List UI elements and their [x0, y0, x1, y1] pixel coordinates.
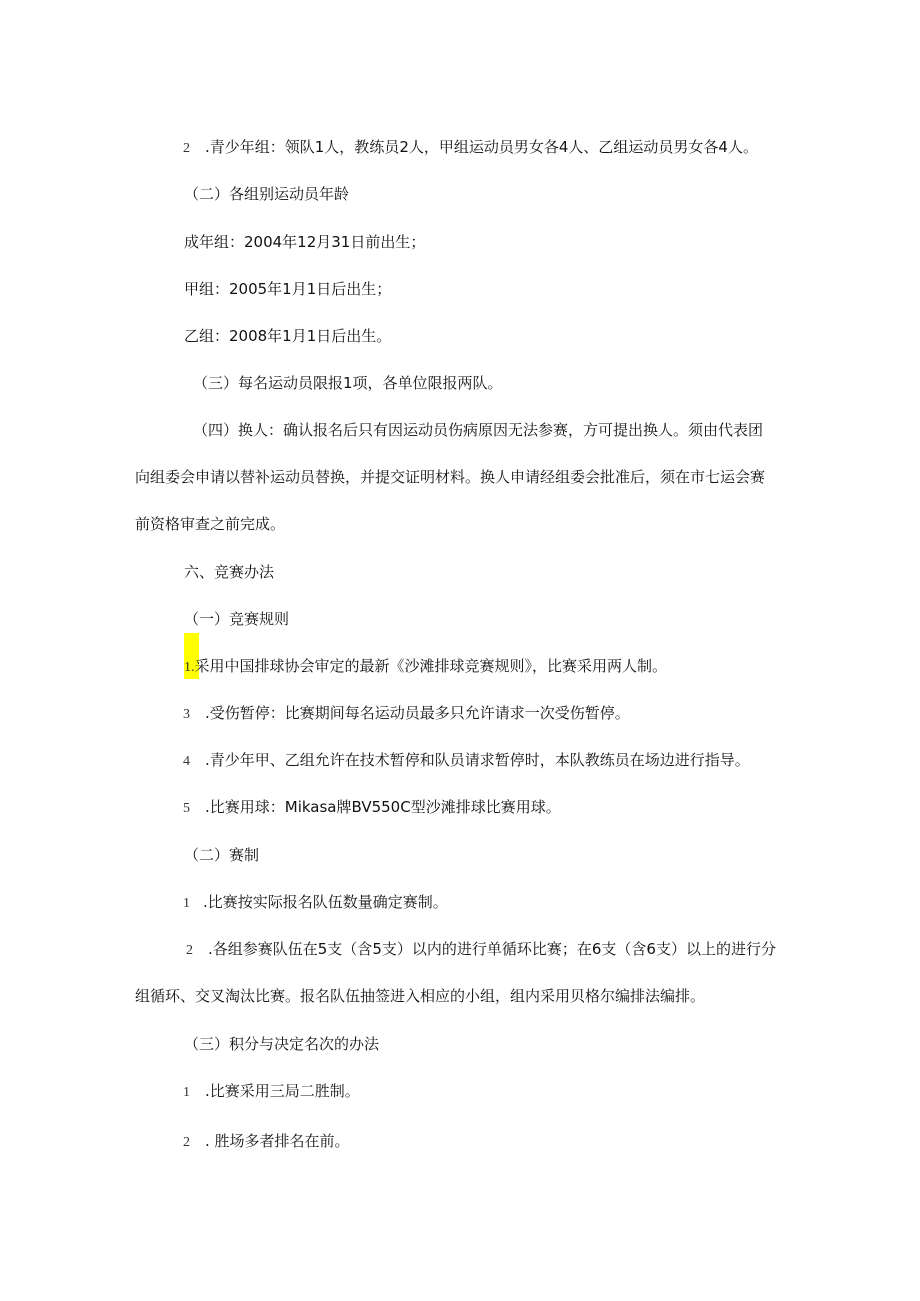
- paragraph-scoring-item-2: [183, 1131, 350, 1153]
- paragraph-text: .各组参赛队伍在5支（含5支）以内的进行单循环比赛；在6支（含6支）以上的进行分: [208, 940, 776, 958]
- paragraph-text: .比赛采用三局二胜制。: [205, 1082, 360, 1100]
- list-number: 2: [183, 141, 190, 156]
- paragraph-youth-group-staff: [183, 137, 758, 159]
- paragraph-text: .青少年甲、乙组允许在技术暂停和队员请求暂停时，本队教练员在场边进行指导。: [205, 751, 750, 769]
- subheading-competition-rules: （一）竞赛规则: [184, 610, 290, 628]
- paragraph-group-b-age: 乙组：2008年1月1日后出生。: [184, 327, 392, 345]
- subheading-format: （二）赛制: [184, 846, 260, 864]
- list-number: 1: [183, 1085, 190, 1100]
- list-number: 1: [183, 896, 190, 911]
- paragraph-adult-group-age: 成年组：2004年12月31日前出生；: [184, 233, 426, 251]
- paragraph-format-item-2-line2: 组循环、交叉淘汰比赛。报名队伍抽签进入相应的小组，组内采用贝格尔编排法编排。: [135, 987, 706, 1005]
- paragraph-rules-item-5: [183, 797, 561, 819]
- list-number: 2: [186, 943, 193, 958]
- list-number: 1.: [184, 660, 195, 675]
- list-number: 2: [183, 1135, 190, 1150]
- paragraph-substitution-line3: 前资格审查之前完成。: [135, 515, 286, 533]
- paragraph-substitution-line2: 向组委会申请以替补运动员替换，并提交证明材料。换人申请经组委会批准后，须在市七运会赛: [135, 468, 766, 486]
- section-heading-competition-method: 六、竞赛办法: [184, 563, 275, 581]
- paragraph-text: .受伤暂停：比赛期间每名运动员最多只允许请求一次受伤暂停。: [205, 704, 630, 722]
- paragraph-text: . 胜场多者排名在前。: [205, 1132, 350, 1150]
- subheading-age-by-group: （二）各组别运动员年龄: [184, 185, 350, 203]
- paragraph-rules-item-4: [183, 750, 750, 772]
- paragraph-registration-limit: （三）每名运动员限报1项，各单位限报两队。: [193, 374, 503, 392]
- paragraph-format-item-2-line1: [186, 939, 776, 961]
- paragraph-format-item-1: [183, 892, 448, 914]
- paragraph-group-a-age: 甲组：2005年1月1日后出生；: [184, 280, 392, 298]
- list-number: 5: [183, 801, 190, 816]
- paragraph-text: .比赛按实际报名队伍数量确定赛制。: [203, 893, 448, 911]
- subheading-scoring-ranking: （三）积分与决定名次的办法: [184, 1035, 380, 1053]
- paragraph-text: 采用中国排球协会审定的最新《沙滩排球竞赛规则》，比赛采用两人制。: [194, 657, 668, 675]
- paragraph-substitution-line1: （四）换人：确认报名后只有因运动员伤病原因无法参赛，方可提出换人。须由代表团: [193, 421, 764, 439]
- paragraph-scoring-item-1: [183, 1081, 360, 1103]
- list-number: 3: [183, 707, 190, 722]
- paragraph-rules-item-1: [184, 656, 667, 678]
- paragraph-rules-item-3: [183, 703, 630, 725]
- paragraph-text: .比赛用球：Mikasa牌BV550C型沙滩排球比赛用球。: [205, 798, 561, 816]
- paragraph-text: .青少年组：领队1人，教练员2人，甲组运动员男女各4人、乙组运动员男女各4人。: [205, 138, 758, 156]
- list-number: 4: [183, 754, 190, 769]
